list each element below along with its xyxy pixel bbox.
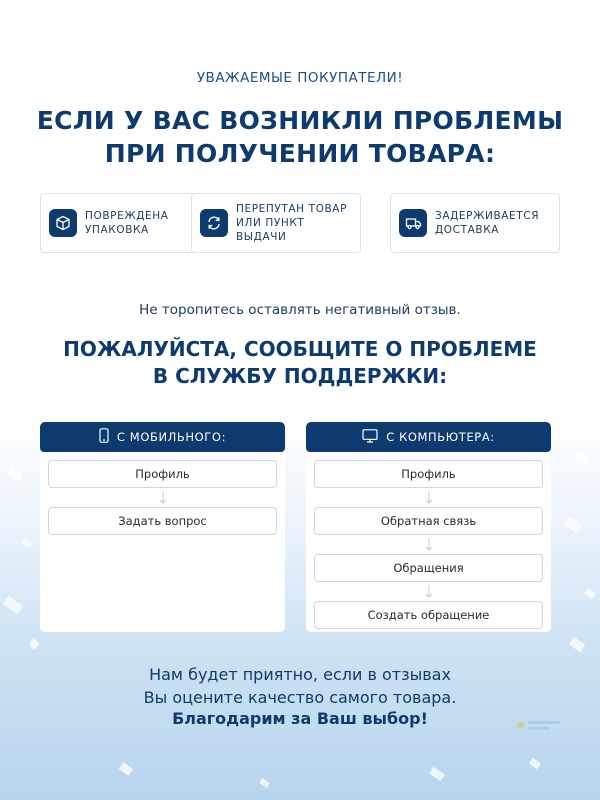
step-create-request: Создать обращение — [314, 601, 543, 629]
problem-card-label: ПЕРЕПУТАН ТОВАР ИЛИ ПУНКТ ВЫДАЧИ — [236, 203, 348, 243]
problem-card-wrong-item — [191, 193, 361, 253]
step-ask-question: Задать вопрос — [48, 507, 277, 535]
arrow-down-icon — [306, 582, 551, 601]
desktop-panel-header — [306, 422, 551, 452]
closing-message-line-1: Нам будет приятно, если в отзывах — [149, 665, 451, 684]
problem-card-label: ПОВРЕЖДЕНА УПАКОВКА — [85, 210, 169, 236]
support-headline-line-2: В СЛУЖБУ ПОДДЕРЖКИ: — [152, 364, 448, 388]
mobile-panel-header — [40, 422, 285, 452]
main-headline — [0, 104, 600, 170]
monitor-icon — [362, 429, 378, 446]
step-requests: Обращения — [314, 554, 543, 582]
problem-card-damaged-package — [40, 193, 202, 253]
desktop-panel-title: С КОМПЬЮТЕРА: — [386, 430, 495, 444]
watermark-logo — [515, 716, 563, 734]
mobile-panel-title: С МОБИЛЬНОГО: — [116, 430, 227, 444]
closing-message-line-2: Вы оцените качество самого товара. — [143, 688, 457, 707]
support-headline — [0, 336, 600, 390]
support-headline-line-1: ПОЖАЛУЙСТА, СООБЩИТЕ О ПРОБЛЕМЕ — [63, 337, 537, 361]
exchange-icon — [200, 209, 228, 237]
arrow-down-icon — [306, 535, 551, 554]
desktop-steps — [306, 452, 551, 629]
box-icon — [49, 209, 77, 237]
step-feedback: Обратная связь — [314, 507, 543, 535]
greeting: УВАЖАЕМЫЕ ПОКУПАТЕЛИ! — [196, 70, 404, 86]
problem-card-delayed-delivery — [390, 193, 560, 253]
mobile-instructions-panel — [40, 422, 285, 632]
desktop-instructions-panel — [306, 422, 551, 632]
delivery-truck-icon — [399, 209, 427, 237]
problem-card-label: ЗАДЕРЖИВАЕТСЯ ДОСТАВКА — [435, 210, 540, 236]
closing-message — [0, 663, 600, 709]
smartphone-icon — [99, 428, 109, 446]
review-note: Не торопитесь оставлять негативный отзыв. — [139, 302, 461, 318]
arrow-down-icon — [40, 488, 285, 507]
mobile-steps — [40, 452, 285, 535]
thank-you-text: Благодарим за Ваш выбор! — [172, 709, 428, 728]
problem-cards — [40, 193, 560, 255]
step-profile: Профиль — [314, 460, 543, 488]
main-headline-line-1: ЕСЛИ У ВАС ВОЗНИКЛИ ПРОБЛЕМЫ — [36, 106, 564, 135]
main-headline-line-2: ПРИ ПОЛУЧЕНИИ ТОВАРА: — [104, 139, 496, 168]
arrow-down-icon — [306, 488, 551, 507]
step-profile: Профиль — [48, 460, 277, 488]
